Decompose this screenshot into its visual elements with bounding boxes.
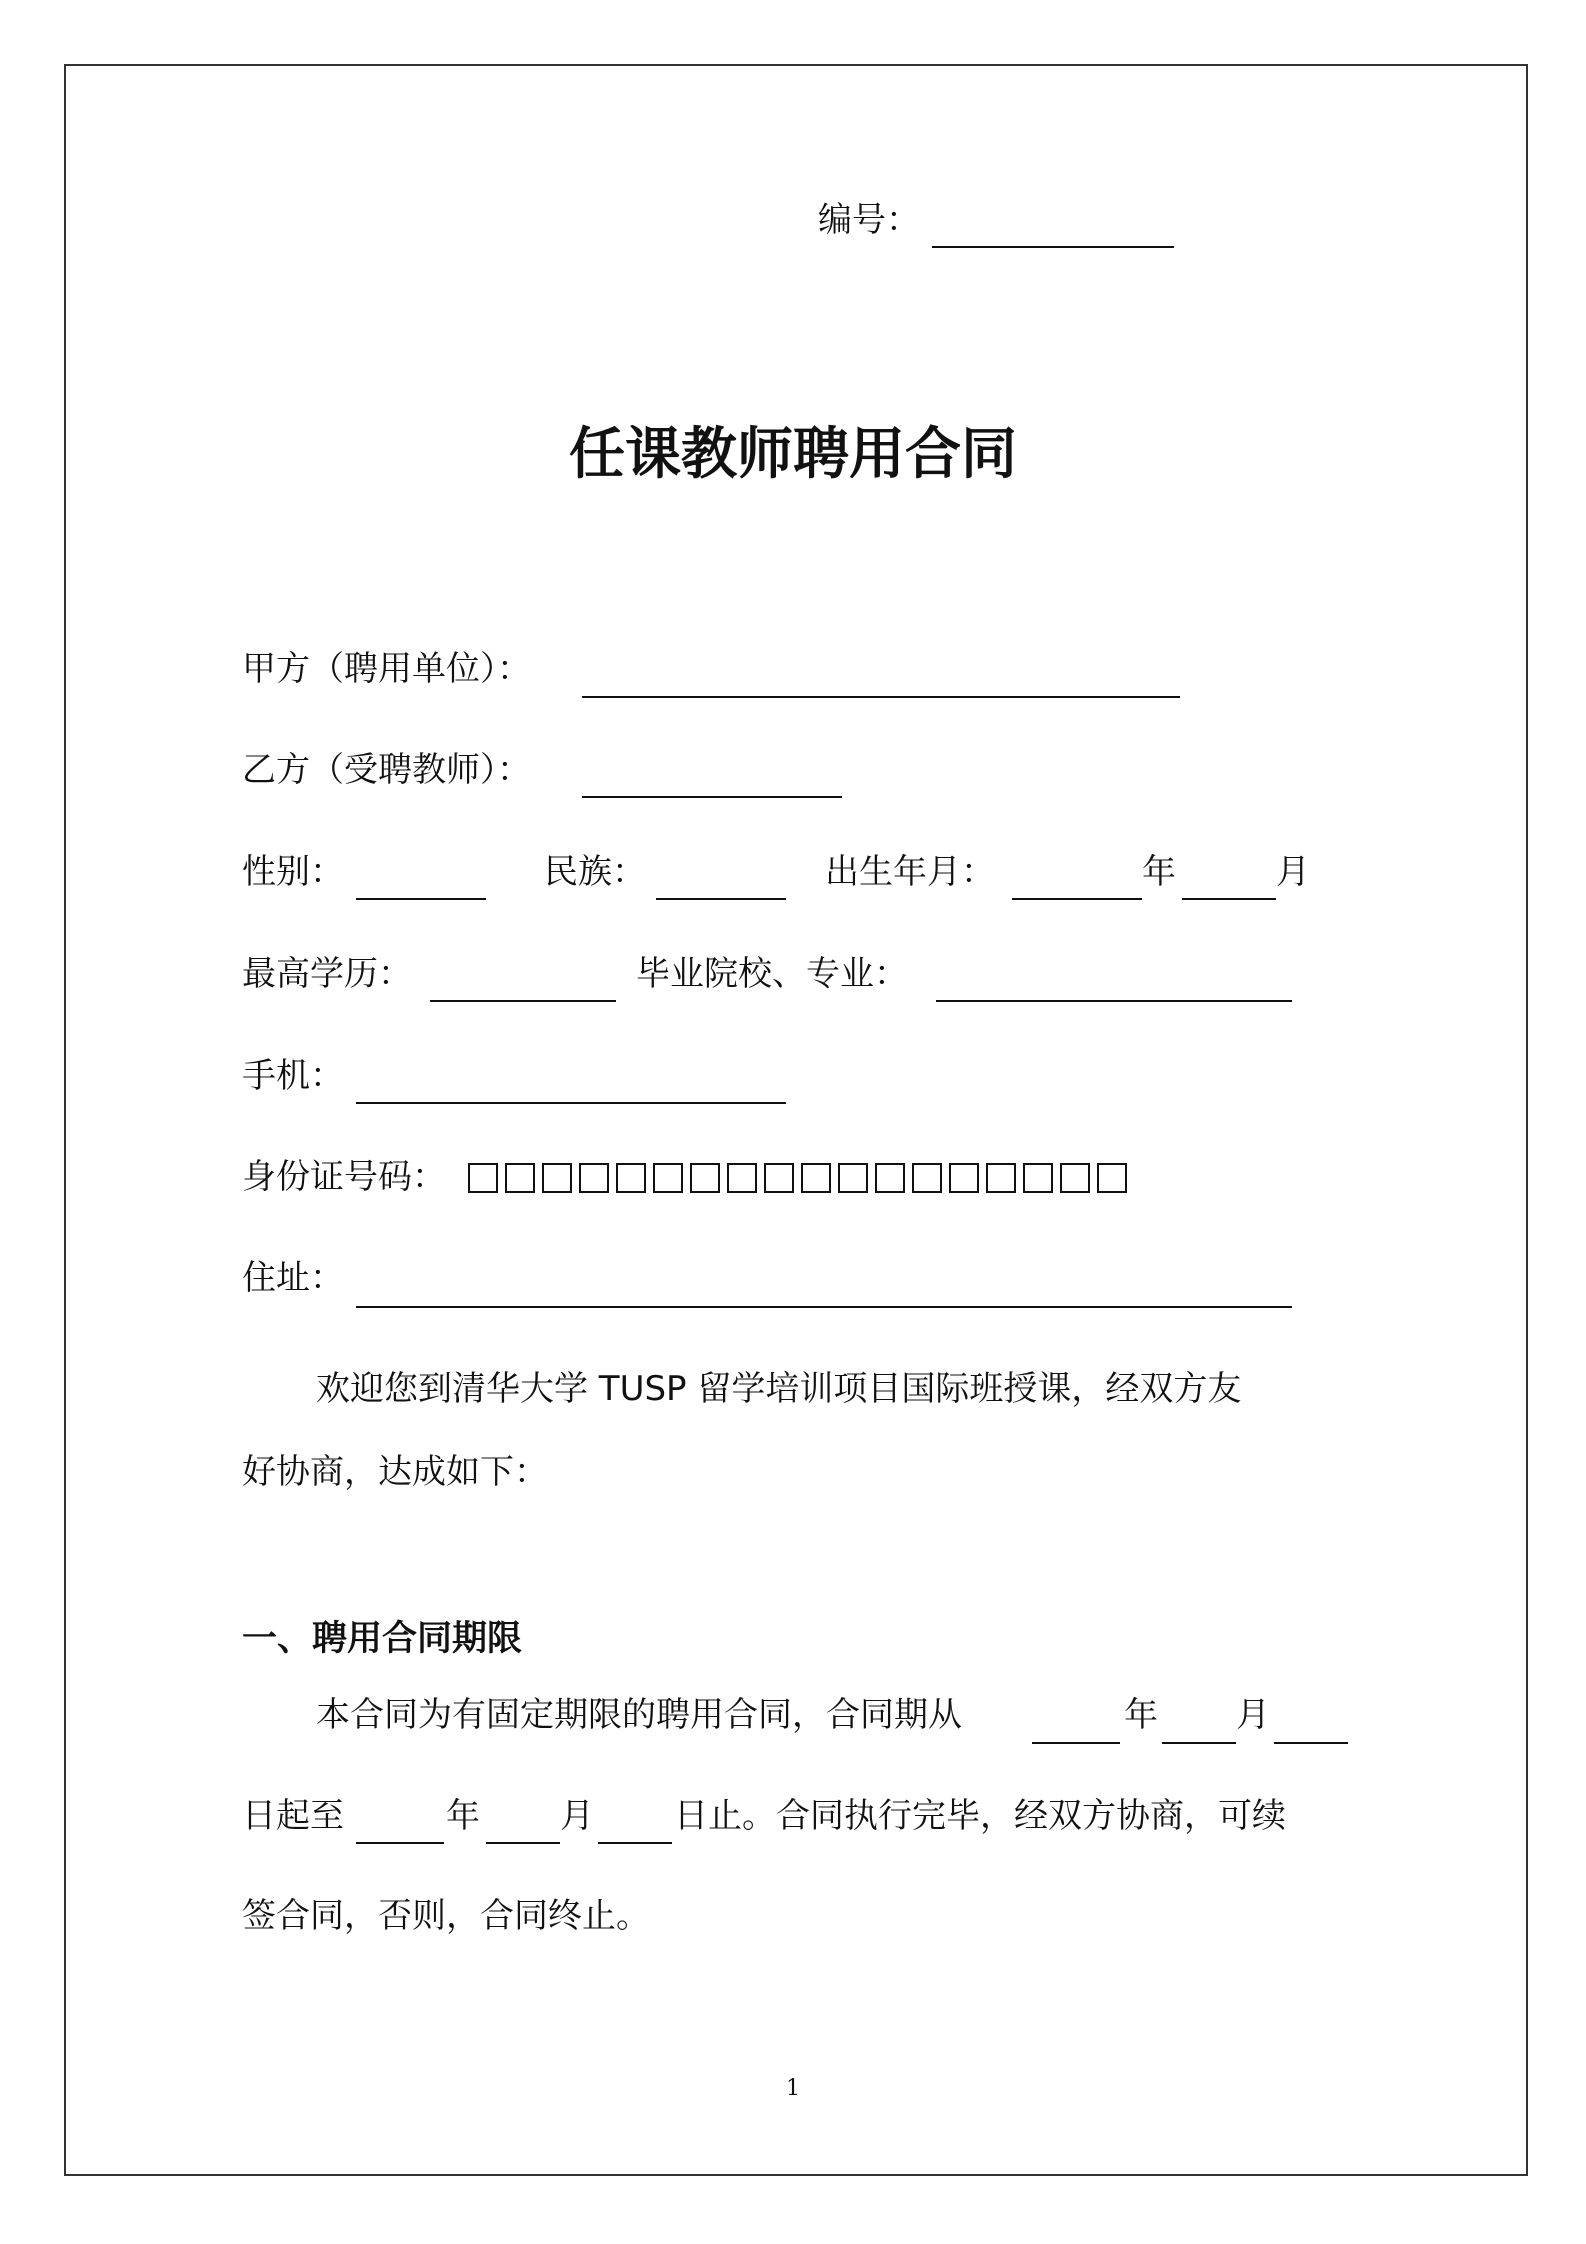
start-month-unit: 月	[1236, 1695, 1270, 1735]
start-year-blank[interactable]	[1032, 1742, 1120, 1744]
address-label: 住址：	[242, 1258, 344, 1298]
term-line-2-rest: 日止。合同执行完毕，经双方协商，可续	[674, 1796, 1286, 1836]
id-digit-box[interactable]	[875, 1163, 905, 1193]
contract-title: 任课教师聘用合同	[569, 422, 1017, 487]
page-number: 1	[786, 2076, 800, 2101]
end-day-blank[interactable]	[598, 1842, 672, 1844]
id-digit-box[interactable]	[1060, 1163, 1090, 1193]
party-b-label: 乙方（受聘教师）：	[242, 750, 531, 790]
intro-line-1: 欢迎您到清华大学 TUSP 留学培训项目国际班授课，经双方友	[316, 1369, 1242, 1409]
id-digit-box[interactable]	[764, 1163, 794, 1193]
id-digit-box[interactable]	[1023, 1163, 1053, 1193]
id-number-label: 身份证号码：	[242, 1157, 446, 1197]
term-line-2-start: 日起至	[242, 1796, 344, 1836]
id-digit-box[interactable]	[986, 1163, 1016, 1193]
term-line-1-text: 本合同为有固定期限的聘用合同，合同期从	[316, 1695, 962, 1735]
birth-year-blank[interactable]	[1012, 898, 1142, 900]
ethnicity-label: 民族：	[544, 852, 646, 892]
education-blank[interactable]	[430, 1000, 616, 1002]
party-b-blank[interactable]	[582, 796, 842, 798]
id-digit-box[interactable]	[542, 1163, 572, 1193]
school-major-blank[interactable]	[936, 1000, 1292, 1002]
id-digit-box[interactable]	[838, 1163, 868, 1193]
term-line-3: 签合同，否则，合同终止。	[242, 1896, 650, 1936]
gender-label: 性别：	[242, 852, 344, 892]
party-a-blank[interactable]	[582, 696, 1180, 698]
end-year-unit: 年	[446, 1796, 480, 1836]
id-digit-box[interactable]	[653, 1163, 683, 1193]
serial-blank[interactable]	[932, 246, 1174, 248]
end-month-unit: 月	[560, 1796, 594, 1836]
gender-blank[interactable]	[356, 898, 486, 900]
start-day-blank[interactable]	[1274, 1742, 1348, 1744]
id-digit-box[interactable]	[912, 1163, 942, 1193]
id-number-boxes[interactable]	[468, 1161, 1134, 1195]
party-a-label: 甲方（聘用单位）：	[242, 649, 531, 689]
phone-label: 手机：	[242, 1056, 344, 1096]
intro-line-2: 好协商，达成如下：	[242, 1452, 548, 1492]
ethnicity-blank[interactable]	[656, 898, 786, 900]
end-month-blank[interactable]	[486, 1842, 560, 1844]
education-label: 最高学历：	[242, 954, 412, 994]
start-year-unit: 年	[1124, 1695, 1158, 1735]
serial-label: 编号：	[818, 200, 920, 240]
birth-label: 出生年月：	[825, 852, 995, 892]
birth-month-unit: 月	[1276, 852, 1310, 892]
id-digit-box[interactable]	[616, 1163, 646, 1193]
birth-year-unit: 年	[1142, 852, 1176, 892]
birth-month-blank[interactable]	[1182, 898, 1276, 900]
id-digit-box[interactable]	[690, 1163, 720, 1193]
address-blank[interactable]	[356, 1306, 1292, 1308]
page-border	[64, 64, 1528, 2176]
end-year-blank[interactable]	[356, 1842, 444, 1844]
start-month-blank[interactable]	[1162, 1742, 1236, 1744]
id-digit-box[interactable]	[579, 1163, 609, 1193]
phone-blank[interactable]	[356, 1102, 786, 1104]
id-digit-box[interactable]	[727, 1163, 757, 1193]
section-1-heading: 一、聘用合同期限	[242, 1619, 523, 1659]
id-digit-box[interactable]	[468, 1163, 498, 1193]
id-digit-box[interactable]	[505, 1163, 535, 1193]
id-digit-box[interactable]	[949, 1163, 979, 1193]
id-digit-box[interactable]	[1097, 1163, 1127, 1193]
school-major-label: 毕业院校、专业：	[636, 954, 908, 994]
id-digit-box[interactable]	[801, 1163, 831, 1193]
